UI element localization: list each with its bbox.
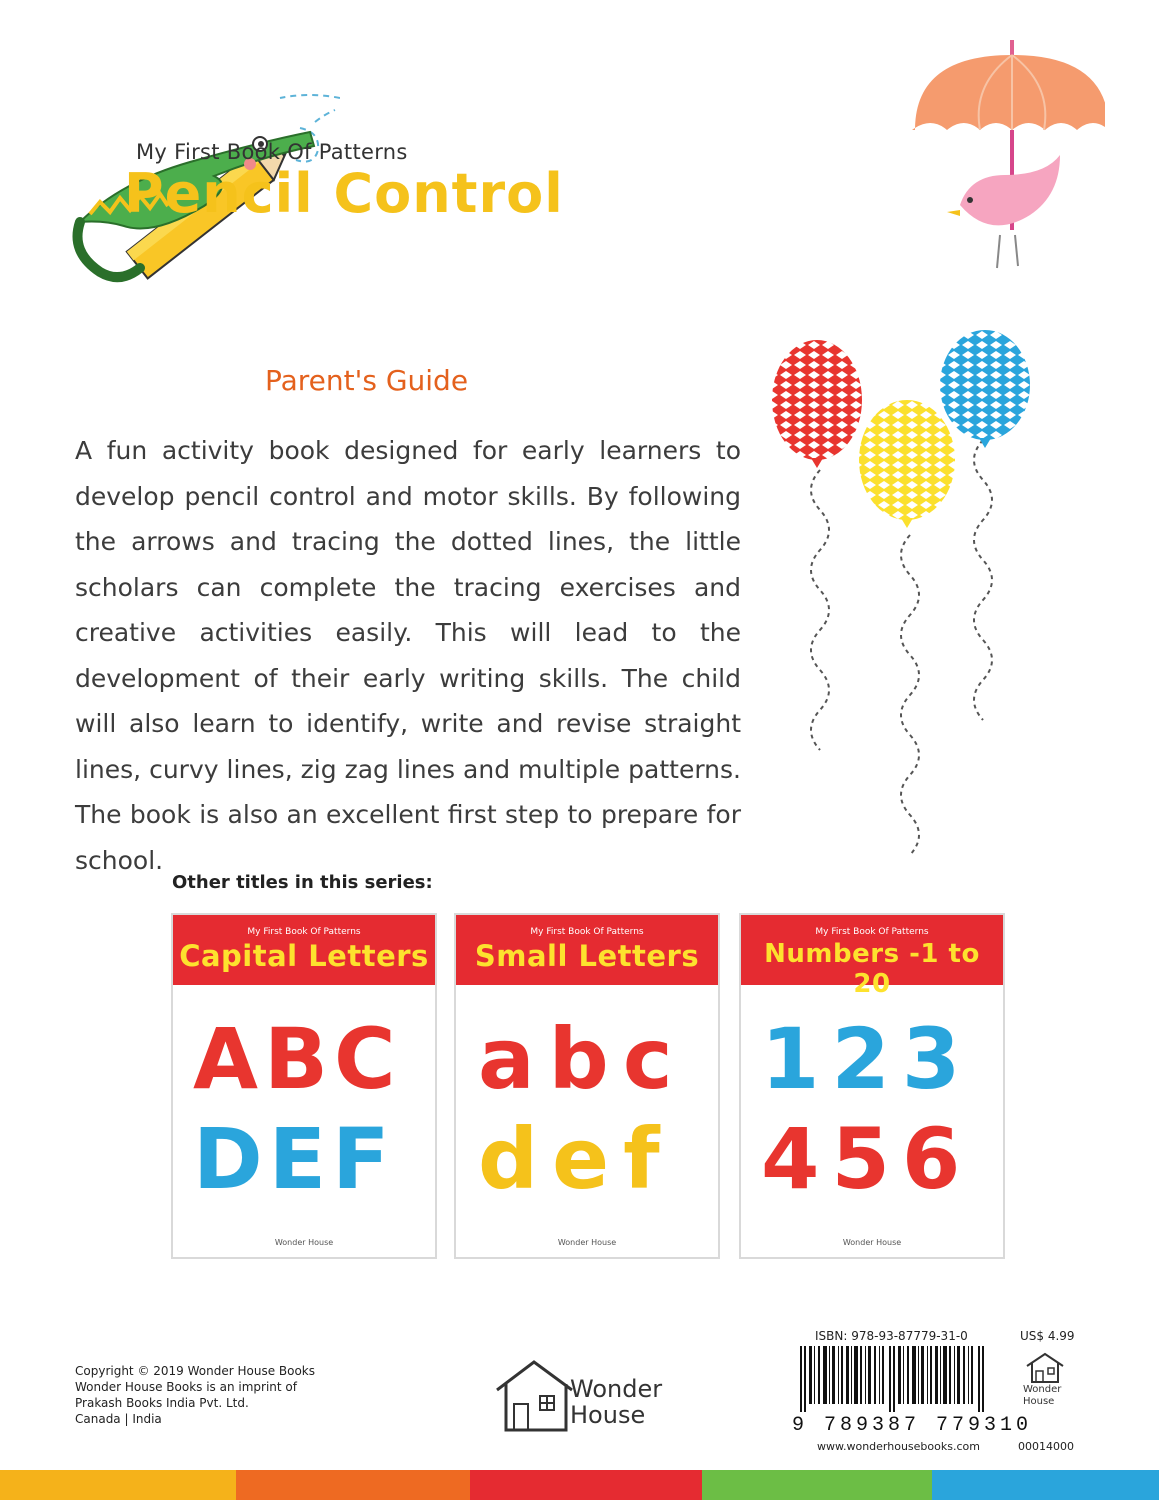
house-icon	[1025, 1352, 1065, 1384]
book-letters-bottom: DEF	[193, 1110, 396, 1208]
logo-line: House	[570, 1401, 646, 1429]
book-publisher: Wonder House	[557, 1238, 617, 1247]
website-text: www.wonderhousebooks.com	[817, 1440, 980, 1453]
book-subtitle: My First Book Of Patterns	[530, 927, 644, 937]
balloons-illustration	[765, 330, 1065, 880]
book-letters-top: abc	[478, 1010, 687, 1108]
book-subtitle: My First Book Of Patterns	[247, 927, 361, 937]
color-stripe-5	[932, 1470, 1159, 1500]
book-cover-capital-letters	[171, 913, 437, 1259]
series-line: My First Book Of Patterns	[136, 140, 408, 164]
barcode-bars	[800, 1346, 990, 1412]
logo-text	[570, 1376, 662, 1428]
copyright-block	[75, 1363, 315, 1427]
house-icon	[492, 1358, 577, 1433]
color-stripe-3	[470, 1470, 702, 1500]
copyright-line: Prakash Books India Pvt. Ltd.	[75, 1396, 249, 1410]
book-letters-top: ABC	[193, 1010, 402, 1108]
mini-logo-text	[1023, 1384, 1061, 1408]
color-stripe-4	[702, 1470, 932, 1500]
mini-logo-line: House	[1023, 1396, 1055, 1407]
mini-logo-line: Wonder	[1023, 1384, 1062, 1395]
book-title: Small Letters	[474, 939, 700, 973]
book-cover-numbers	[739, 913, 1005, 1259]
parents-guide-text: A fun activity book designed for early learners to develop pencil control and motor skills. By following the arrows and tracing the dotted lines, the little scholars can complete the tracing exercises and creative activities easily. This will lead to the development of their early writing skills. The child will also learn to identify, write and revise straight lines, curvy lines, zig zag lines and multiple patterns. The book is also an excellent first step to prepare for school.	[75, 436, 741, 875]
logo-line: Wonder	[570, 1375, 663, 1403]
book-publisher: Wonder House	[842, 1238, 902, 1247]
book-subtitle: My First Book Of Patterns	[815, 927, 929, 937]
book-title: Pencil Control	[124, 162, 564, 225]
copyright-line: Copyright © 2019 Wonder House Books	[75, 1364, 316, 1378]
parents-guide-heading: Parent's Guide	[265, 364, 469, 397]
copyright-line: Canada | India	[75, 1412, 162, 1426]
barcode-digits: 9 789387 779310	[792, 1414, 1033, 1437]
color-stripe-1	[0, 1470, 236, 1500]
mini-wonder-house-logo	[1015, 1352, 1075, 1412]
color-stripe-2	[236, 1470, 470, 1500]
book-numbers-top: 123	[761, 1010, 973, 1108]
price-text: US$ 4.99	[1020, 1329, 1075, 1343]
book-title: Capital Letters	[179, 939, 429, 973]
copyright-line: Wonder House Books is an imprint of	[75, 1380, 297, 1394]
product-code: 00014000	[1018, 1440, 1074, 1453]
book-numbers-bottom: 456	[761, 1110, 973, 1208]
wonder-house-logo	[492, 1358, 692, 1438]
book-title: Numbers -1 to 20	[764, 939, 980, 999]
book-publisher: Wonder House	[274, 1238, 334, 1247]
isbn-text: ISBN: 978-93-87779-31-0	[815, 1329, 968, 1343]
other-titles-heading: Other titles in this series:	[172, 872, 433, 893]
bird-umbrella-illustration	[905, 40, 1105, 290]
book-letters-bottom: def	[478, 1110, 674, 1208]
book-cover-small-letters	[454, 913, 720, 1259]
